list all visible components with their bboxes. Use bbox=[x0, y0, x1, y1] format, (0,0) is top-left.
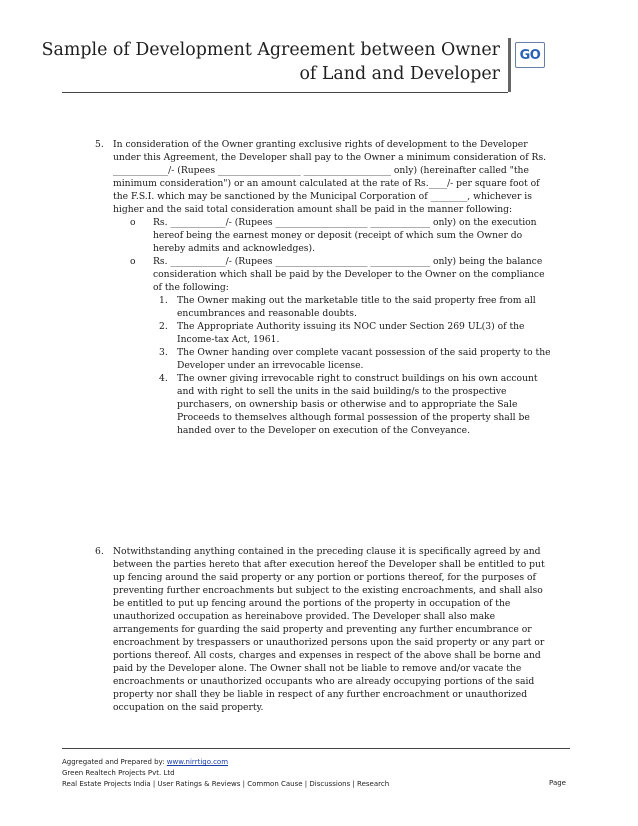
clause-number: 5. bbox=[95, 139, 104, 150]
document-header bbox=[41, 38, 508, 93]
condition-number: 1. bbox=[159, 295, 168, 306]
website-link[interactable]: www.nirrtigo.com bbox=[166, 758, 229, 766]
payment-sub-item bbox=[130, 255, 555, 294]
condition-item bbox=[159, 346, 555, 372]
condition-text: The Owner handing over complete vacant possession of the said property to the Developer under an irrevocable license. bbox=[177, 347, 551, 371]
prepared-by-label: Aggregated and Prepared by: bbox=[62, 758, 165, 766]
bullet: o bbox=[130, 256, 136, 267]
condition-item bbox=[159, 294, 555, 320]
title-line-1: Sample of Development Agreement between Owner bbox=[41, 40, 500, 60]
condition-number: 3. bbox=[159, 347, 168, 358]
prepared-by-line bbox=[62, 757, 570, 768]
clause-text: Notwithstanding anything contained in the preceding clause it is specifically agreed by and between the parties hereto that after execution hereof the Developer shall be entitled to put up fencing around the said property or any portion or portions thereof, for the purposes of preventing further encroachments but subject to the existing encroachments, and shall also be entitled to put up fencing around the portions of the property in occupation of the unauthorized occupation as hereinabove provided. The Developer shall also make arrangements for guarding the said property and preventing any further encumbrance or encroachment by trespassers or unauthorized persons upon the said property or any part or portions thereof. All costs, charges and expenses in respect of the above shall be borne and paid by the Developer alone. The Owner shall not be liable to remove and/or vacate the encroachments or unauthorized occupants who are already occupying portions of the said property nor shall they be liable in respect of any further encroachment or unauthorized occupation on the said property. bbox=[113, 546, 545, 713]
condition-number: 2. bbox=[159, 321, 168, 332]
page-title bbox=[42, 38, 500, 86]
payment-sub-item bbox=[130, 216, 555, 255]
footer-tagline: Real Estate Projects India | User Ratings & Reviews | Common Cause | Discussions | Research bbox=[62, 780, 390, 788]
clause-text: In consideration of the Owner granting exclusive rights of development to the Developer under this Agreement, the Developer shall pay to the Owner a minimum consideration of Rs. ____________/- (Rupees __________________ ___________________ only) (hereinafter called "the minimum consideration") or an amount calculated at the rate of Rs.____/- per square foot of the F.S.I. which may be sanctioned by the Municipal Corporation of ________, whichever is higher and the said total consideration amount shall be paid in the manner following: bbox=[113, 139, 547, 215]
document-footer bbox=[62, 748, 570, 790]
bullet: o bbox=[130, 217, 136, 228]
condition-text: The Appropriate Authority issuing its NOC under Section 269 UL(3) of the Income-tax Act, 1961. bbox=[177, 321, 525, 345]
header-divider bbox=[508, 38, 511, 92]
condition-text: The Owner making out the marketable title to the said property free from all encumbrances and reasonable doubts. bbox=[177, 295, 536, 319]
clause-5 bbox=[95, 138, 555, 437]
company-name: Green Realtech Projects Pvt. Ltd bbox=[62, 769, 175, 777]
condition-item bbox=[159, 320, 555, 346]
condition-item bbox=[159, 372, 555, 437]
clause-6 bbox=[95, 545, 555, 714]
sub-item-text: Rs. ____________/- (Rupees ____________________ _____________ only) being the balance consideration which shall be paid by the Developer to the Owner on the compliance of the following: bbox=[153, 256, 545, 293]
title-line-2: of Land and Developer bbox=[299, 64, 500, 84]
nirrtigo-logo: GO bbox=[515, 42, 545, 68]
clause-number: 6. bbox=[95, 546, 104, 557]
condition-text: The owner giving irrevocable right to construct buildings on his own account and with right to sell the units in the said building/s to the prospective purchasers, on ownership basis or otherwise and to appropriate the Sale Proceeds to themselves although formal possession of the property shall be handed over to the Developer on execution of the Conveyance. bbox=[177, 373, 538, 436]
sub-item-text: Rs. ____________/- (Rupees ____________________ _____________ only) on the execution hereof being the earnest money or deposit (receipt of which sum the Owner do hereby admits and acknowledges). bbox=[153, 217, 537, 254]
page-label: Page bbox=[549, 779, 566, 787]
condition-number: 4. bbox=[159, 373, 168, 384]
